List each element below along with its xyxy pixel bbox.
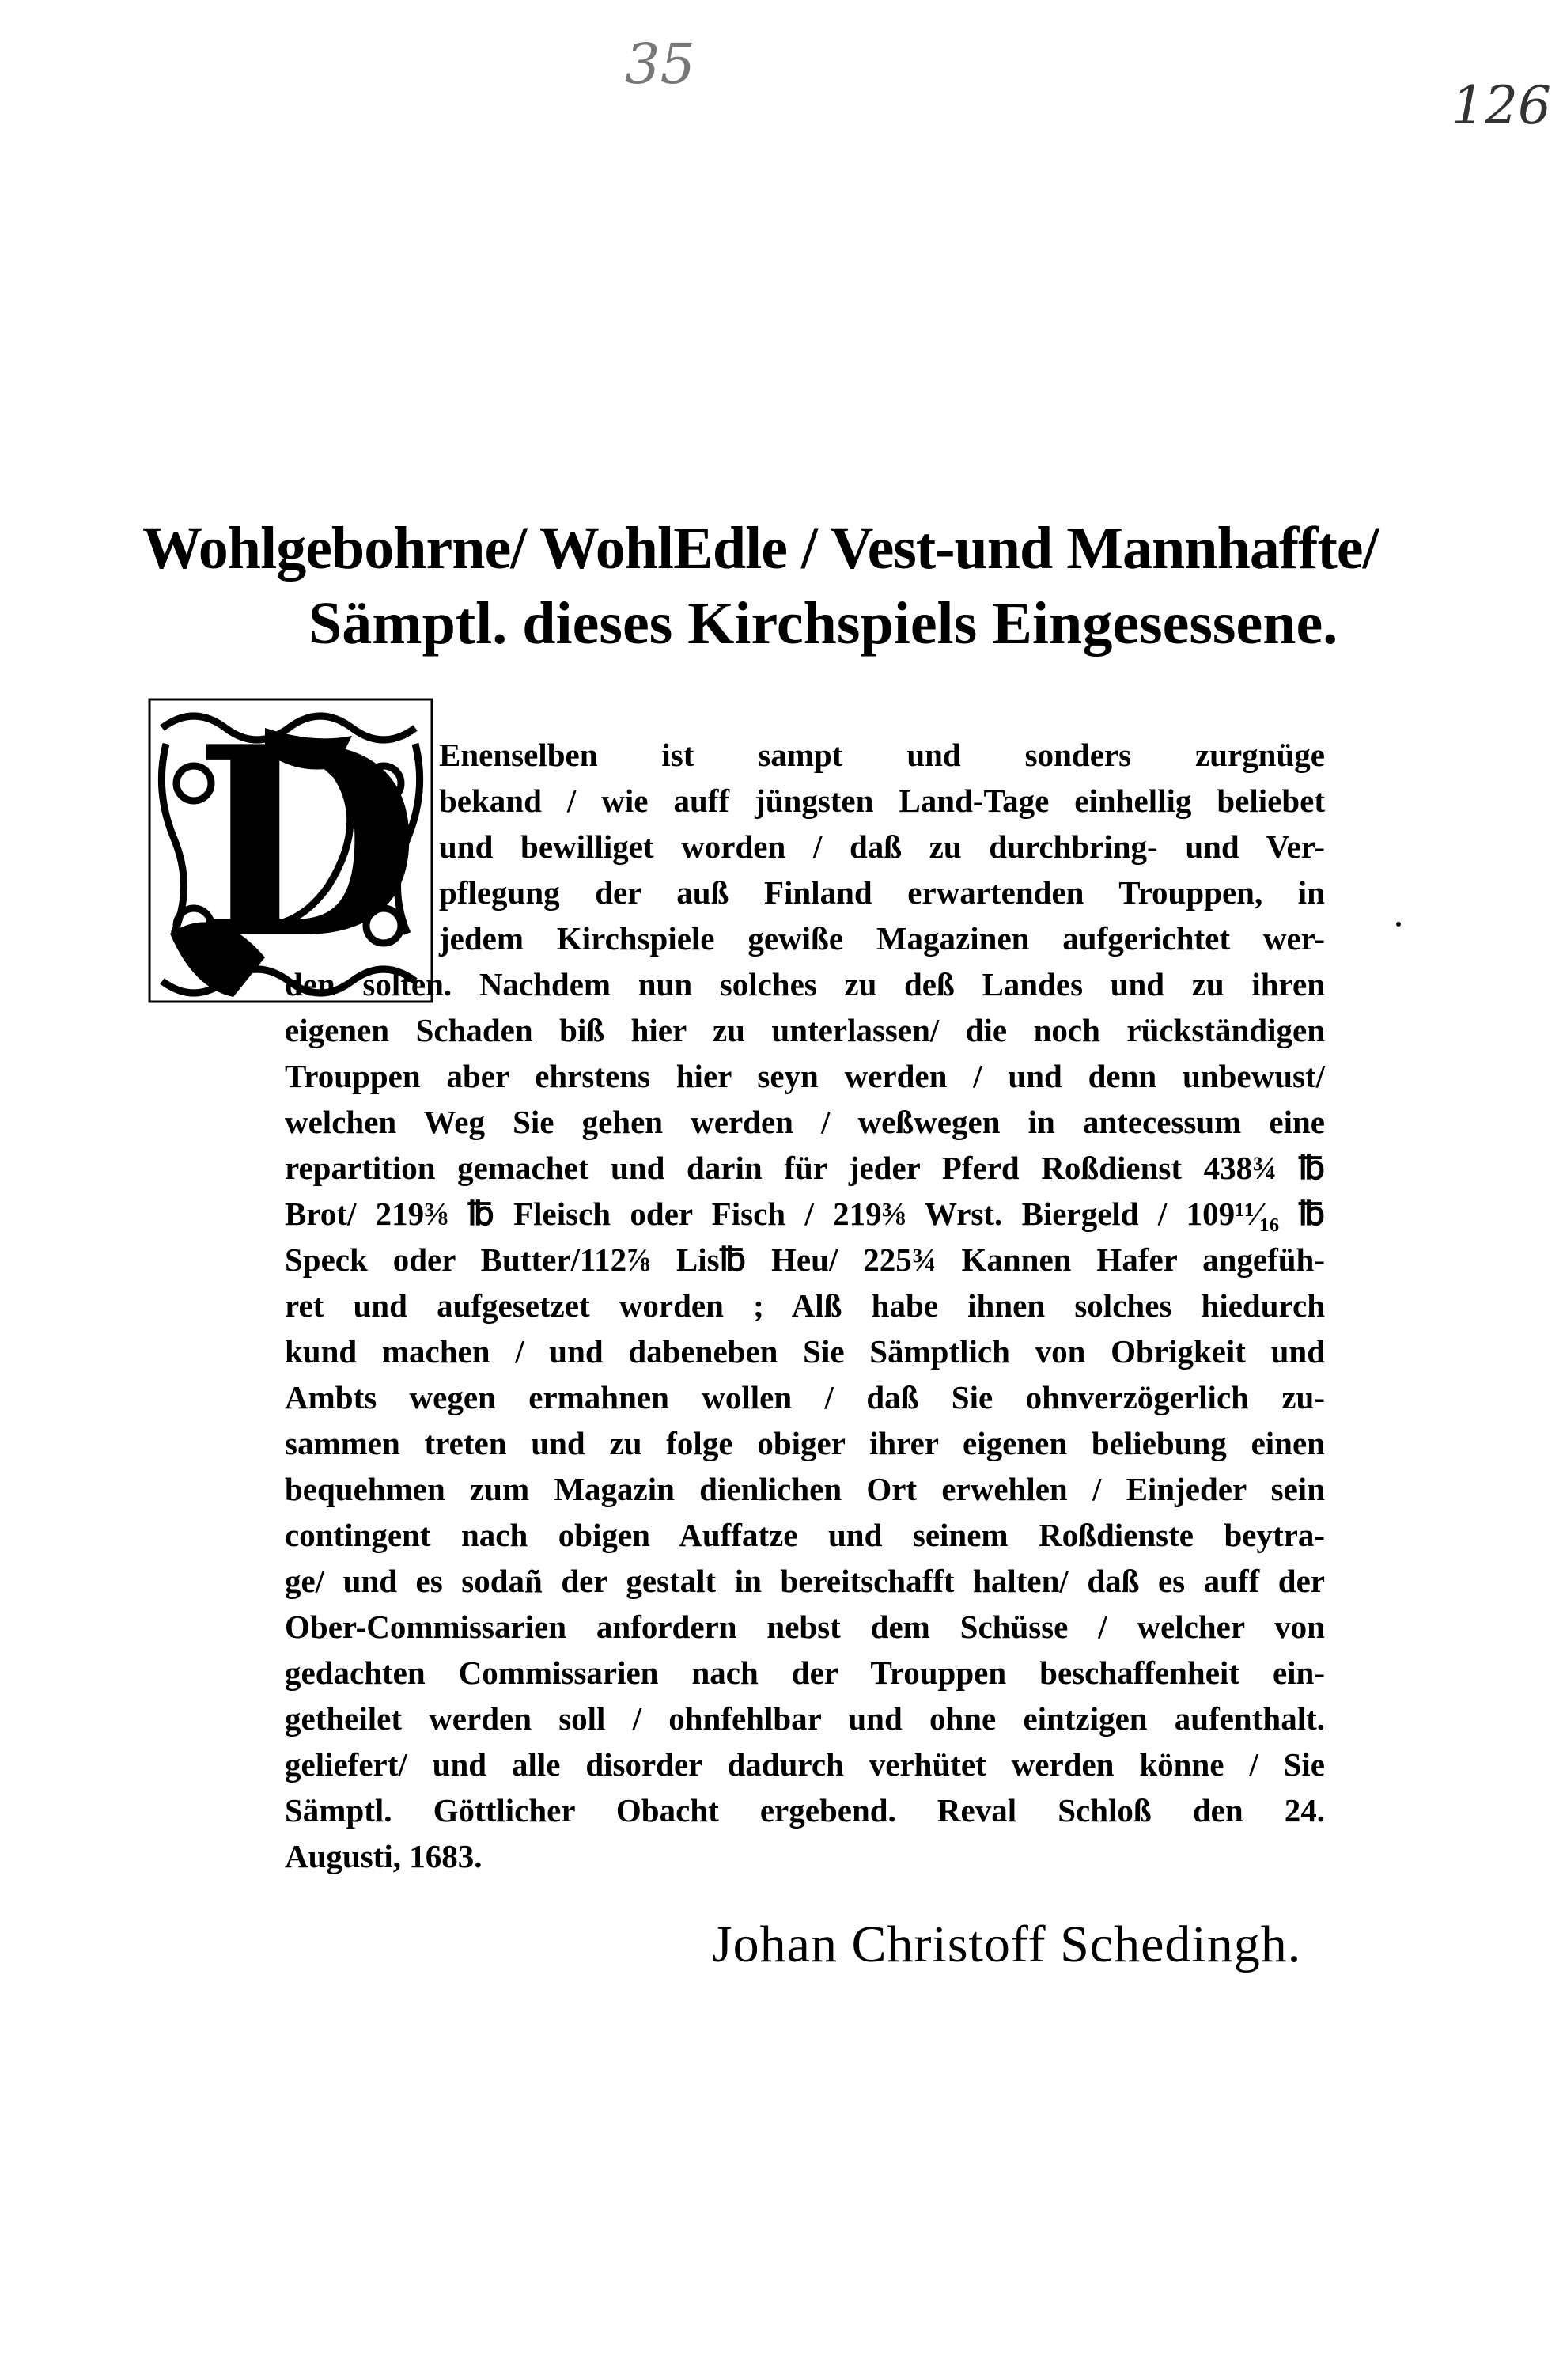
text-line: Trouppen aber ehrstens hier seyn werden / und denn unbewust/ <box>285 1058 1325 1094</box>
text-line: ge/ und es sodañ der gestalt in bereitschafft halten/ daß es auff der <box>285 1563 1325 1599</box>
text-line: sammen treten und zu folge obiger ihrer eigenen beliebung einen <box>285 1425 1325 1461</box>
text-line: kund machen / und dabeneben Sie Sämptlich von Obrigkeit und <box>285 1333 1325 1370</box>
text-line: bekand / wie auff jüngsten Land-Tage einhellig beliebet <box>439 783 1325 819</box>
text-line: Ober-Commissarien anfordern nebst dem Schüsse / welcher von <box>285 1609 1325 1645</box>
text-line: Brot/ 219⅜ ℔ Fleisch oder Fisch / 219⅜ Wrst. Biergeld / 109¹¹⁄₁₆ ℔ <box>285 1196 1325 1232</box>
text-line: geliefert/ und alle disorder dadurch verhütet werden könne / Sie <box>285 1746 1325 1783</box>
text-line: getheilet werden soll / ohnfehlbar und ohne eintzigen aufenthalt. <box>285 1700 1325 1737</box>
drop-cap-letter: D <box>194 689 421 996</box>
text-line: und bewilliget worden / daß zu durchbring- und Ver- <box>439 828 1325 865</box>
text-line: Ambts wegen ermahnen wollen / daß Sie ohnverzögerlich zu- <box>285 1379 1325 1415</box>
text-line: repartition gemachet und darin für jeder Pferd Roßdienst 438¾ ℔ <box>285 1150 1325 1186</box>
signature: Johan Christoff Schedingh. <box>712 1916 1302 1973</box>
handwritten-page-number: 126 <box>1451 75 1551 136</box>
proclamation-body <box>285 732 1325 1879</box>
text-line: jedem Kirchspiele gewiße Magazinen aufgerichtet wer- <box>439 920 1325 957</box>
text-line: contingent nach obigen Auffatze und seinem Roßdienste beytra- <box>285 1517 1325 1553</box>
salutation-line-2: Sämptl. dieses Kirchspiels Eingesessene. <box>308 590 1338 657</box>
ink-speck <box>1396 922 1401 927</box>
text-line: welchen Weg Sie gehen werden / weßwegen in antecessum eine <box>285 1104 1325 1140</box>
text-line: Enenselben ist sampt und sonders zurgnüge <box>439 737 1325 773</box>
handwritten-folio-mark: 35 <box>625 32 696 97</box>
text-line: gedachten Commissarien nach der Trouppen beschaffenheit ein- <box>285 1654 1325 1691</box>
text-line: ret und aufgesetzet worden ; Alß habe ihnen solches hiedurch <box>285 1287 1325 1324</box>
salutation-line-1: Wohlgebohrne/ WohlEdle / Vest-und Mannhaffte/ <box>142 515 1379 582</box>
text-line: den solten. Nachdem nun solches zu deß Landes und zu ihren <box>285 966 1325 1002</box>
text-line: pflegung der auß Finland erwartenden Trouppen, in <box>439 874 1325 911</box>
text-line: Augusti, 1683. <box>285 1838 483 1874</box>
text-line: eigenen Schaden biß hier zu unterlassen/ die noch rückständigen <box>285 1012 1325 1048</box>
text-line: bequehmen zum Magazin dienlichen Ort erwehlen / Einjeder sein <box>285 1471 1325 1507</box>
text-line: Speck oder Butter/112⅞ Lis℔ Heu/ 225¾ Kannen Hafer angefüh- <box>285 1241 1325 1278</box>
text-line: Sämptl. Göttlicher Obacht ergebend. Reval Schloß den 24. <box>285 1792 1325 1829</box>
